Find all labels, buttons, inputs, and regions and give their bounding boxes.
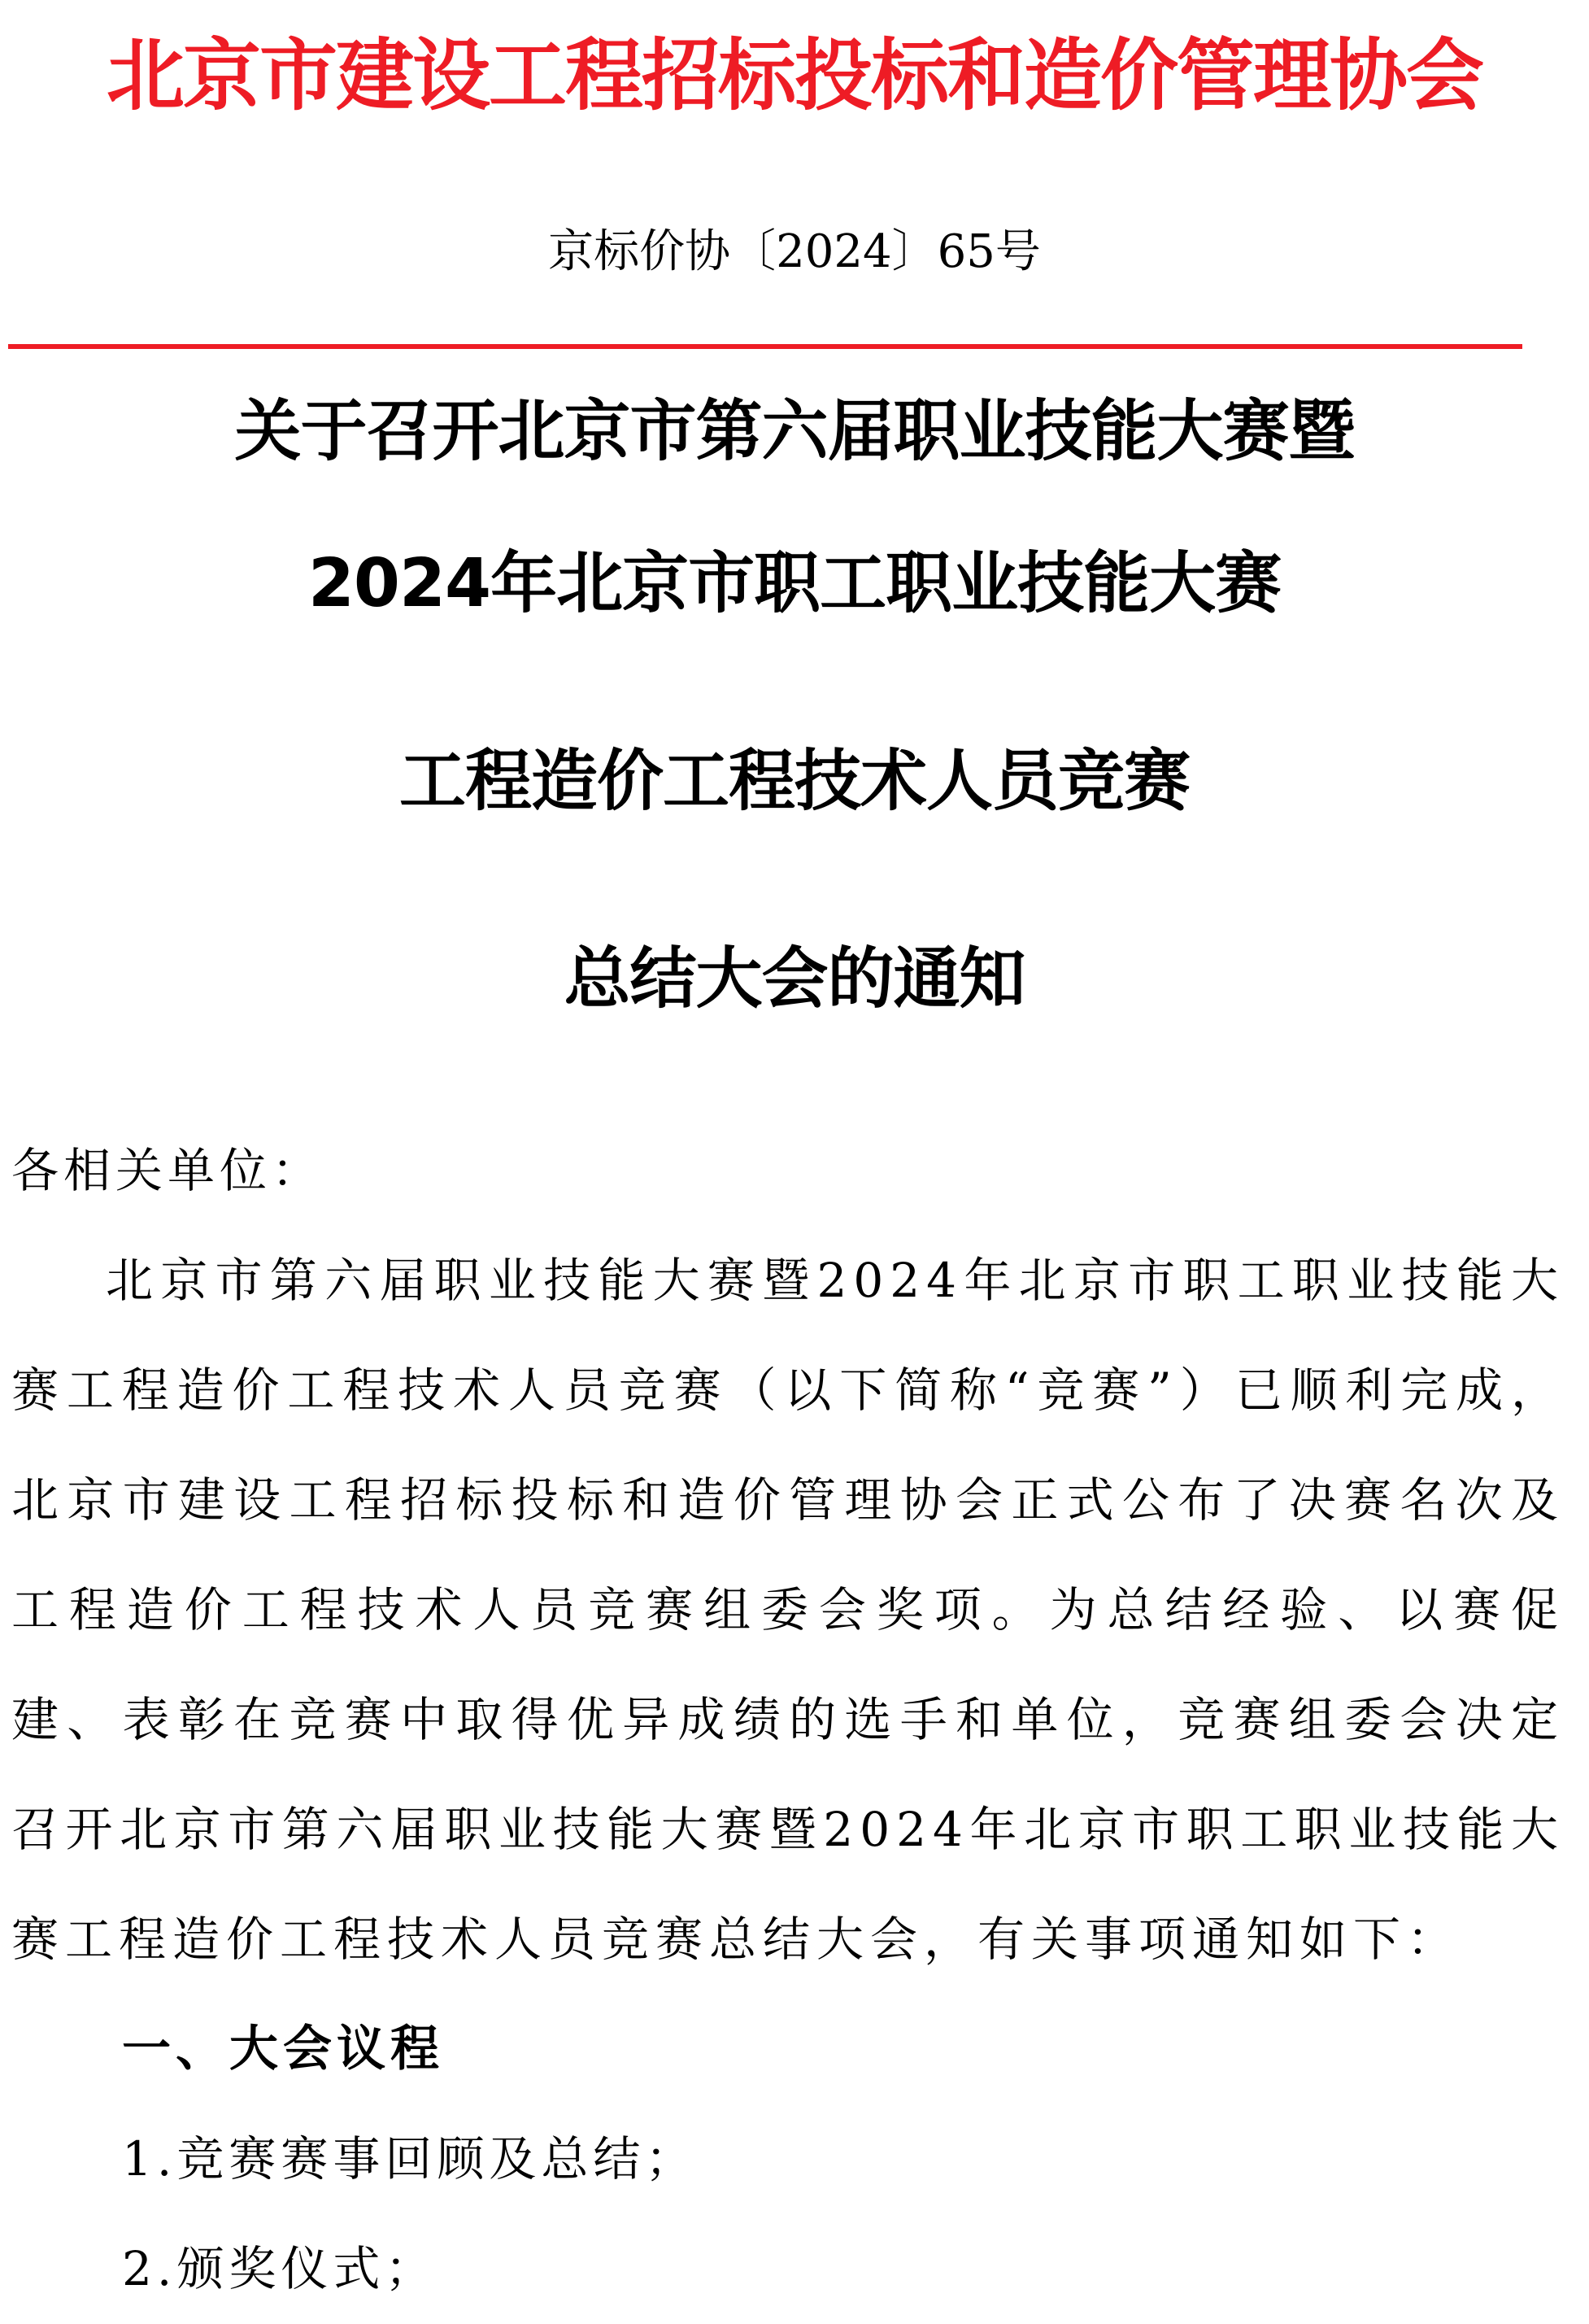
organization-header: 北京市建设工程招标投标和造价管理协会 [107,29,1482,121]
title-line-4: 总结大会的通知 [564,940,1025,1018]
body-paragraph: 北京市第六届职业技能大赛暨2024年北京市职工职业技能大赛工程造价工程技术人员竞赛（以下简称“竞赛”）已顺利完成，北京市建设工程招标投标和造价管理协会正式公布了决赛名次及工程造价工程技术人员竞赛组委会奖项。为总结经验、以赛促建、表彰在竞赛中取得优异成绩的选手和单位，竞赛组委会决定召开北京市第六届职业技能大赛暨2024年北京市职工职业技能大赛工程造价工程技术人员竞赛总结大会，有关事项通知如下： [11,1253,1565,1967]
title-line-3: 工程造价工程技术人员竞赛 [398,743,1190,820]
red-divider-line [8,344,1522,349]
notice-body [11,1116,1565,2324]
title-line-2: 2024年北京市职工职业技能大赛 [307,545,1282,622]
section-heading-agenda: 一、大会议程 [122,2021,444,2078]
document-number: 京标价协〔2024〕65号 [548,225,1041,278]
notice-title [0,389,1589,1022]
title-line-1: 关于召开北京市第六届职业技能大赛暨 [234,393,1355,470]
agenda-item: 2.颁奖仪式； [122,2241,438,2296]
agenda-item: 1.竞赛赛事回顾及总结； [122,2131,698,2187]
salutation: 各相关单位： [11,1143,324,1198]
